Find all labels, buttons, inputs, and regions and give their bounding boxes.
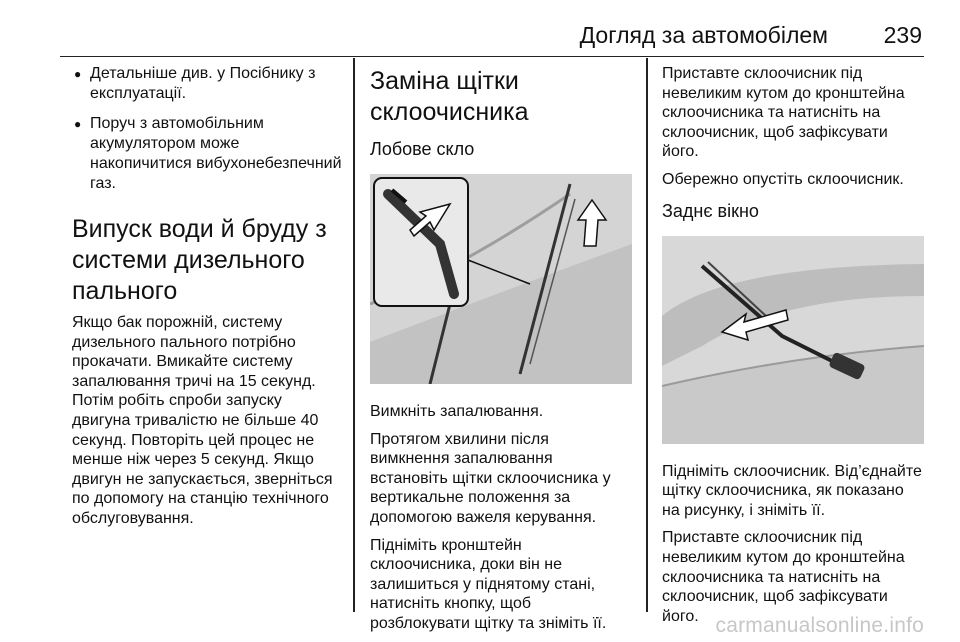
- paragraph-remove-blade: Підніміть кронштейн склоочисника, доки він не залишиться у піднятому стані, натисніть кнопку, щоб розблокувати щітку та зніміть її.: [370, 536, 607, 632]
- bullet-list: [72, 64, 342, 194]
- bullet-item: ● Поруч з автомобільним акумулятором може накопичитися вибухонебезпечний газ.: [72, 114, 342, 194]
- column-2: [370, 64, 632, 642]
- subheading-windscreen: Лобове скло: [370, 139, 475, 159]
- bullet-item: ● Детальніше див. у Посібнику з експлуатації.: [72, 64, 342, 104]
- windscreen-wiper-illustration: [370, 174, 632, 384]
- paragraph-attach-rear-blade: Приставте склоочисник під невеликим кутом до кронштейна склоочисника та натисніть на склоочисник, щоб зафіксувати його.: [662, 529, 905, 625]
- column-3: [662, 64, 924, 634]
- subheading-rear-window: Заднє вікно: [662, 200, 759, 221]
- section-heading-wiper: Заміна щітки склоочисника: [370, 67, 529, 126]
- paragraph-lower-wiper: Обережно опустіть склоочисник.: [662, 170, 904, 188]
- watermark-footer: carmanualsonline.info: [715, 614, 924, 637]
- paragraph-attach-blade: Приставте склоочисник під невеликим кутом до кронштейна склоочисника та натисніть на склоочисник, щоб зафіксувати його.: [662, 65, 905, 161]
- rear-wiper-illustration: [662, 236, 924, 444]
- page-number: 239: [883, 22, 922, 48]
- column-divider-1: [353, 58, 355, 612]
- column-divider-2: [646, 58, 648, 612]
- paragraph-vertical-position: Протягом хвилини після вимкнення запалювання встановіть щітки склоочисника у вертикальне положення за допомогою важеля керування.: [370, 430, 611, 526]
- paragraph-detach-blade: Підніміть склоочисник. Від’єднайте щітку склоочисника, як показано на рисунку, і зніміть її.: [662, 462, 922, 519]
- section-heading-diesel: Випуск води й бруду з системи дизельного пального: [72, 215, 327, 305]
- paragraph-ignition-off: Вимкніть запалювання.: [370, 403, 544, 420]
- page-header: [60, 4, 924, 57]
- column-1: [72, 64, 342, 537]
- paragraph-diesel: Якщо бак порожній, систему дизельного пального потрібно прокачати. Вмикайте систему запалювання тричі на 15 секунд. Потім робіть спроби запуску двигуна тривалістю не більше 40 секунд. Повторіть цей процес не менше ніж через 5 секунд. Якщо двигун не запускається, зверніться по допомогу на станцію технічного обслуговування.: [72, 314, 333, 527]
- page-title: Догляд за автомобілем: [579, 22, 828, 48]
